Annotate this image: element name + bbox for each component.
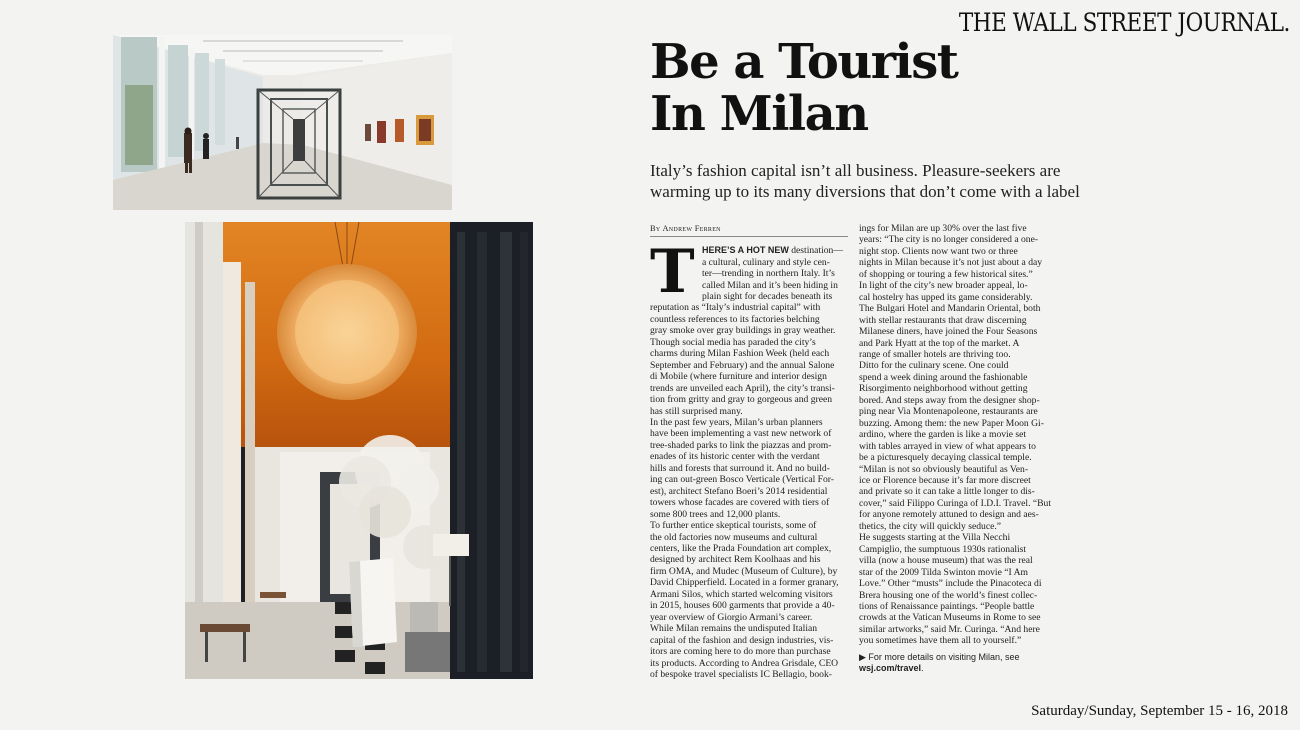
column-line: itors are coming here to do more than purchase: [650, 646, 831, 658]
column-line: villa (now a house museum) that was the real: [859, 555, 1033, 567]
column-line: capital of the fashion and design industries, vis-: [650, 634, 834, 646]
column-line: star of the 2009 Tilda Swinton movie “I Am: [859, 566, 1028, 578]
column-line: hills and forests that surround it. And no build-: [650, 462, 830, 474]
headline-line-1: Be a Tourist: [650, 34, 958, 90]
column-line: for anyone remotely attuned to design and aes-: [859, 509, 1039, 521]
column-line: ings for Milan are up 30% over the last five: [859, 223, 1027, 234]
headline-line-2: In Milan: [650, 86, 868, 142]
column-line: buzzing. Among them: the new Paper Moon Gi-: [859, 417, 1044, 429]
masthead: THE WALL STREET JOURNAL.: [958, 8, 1290, 37]
column-line: est), architect Stefano Boeri’s 2014 residential: [650, 485, 828, 497]
column-line: nights in Milan because it’s not just about a day: [859, 257, 1043, 269]
column-line: in 2015, houses 600 garments that provide a 40-: [650, 600, 835, 612]
column-line: He suggests starting at the Villa Necchi: [859, 532, 1011, 544]
column-line: “Milan is not so obviously beautiful as Ven-: [859, 463, 1029, 475]
column-line: trends are unveiled each April), the city’s transi-: [650, 382, 835, 394]
column-line: designed by architect Rem Koolhaas and his: [650, 554, 821, 566]
column-line: thetics, the city will quickly seduce.”: [859, 520, 1001, 532]
gallery-photo: [113, 35, 452, 210]
column-line: enades of its historic center with the verdant: [650, 451, 820, 463]
column-line: and Park Hyatt at the top of the market. A: [859, 337, 1020, 349]
column-line: ing can out-green Bosco Verticale (Vertical For-: [650, 474, 834, 486]
column-line: In light of the city’s new broader appeal, lo-: [859, 280, 1028, 292]
column-1-body: [650, 302, 848, 680]
dek-line-1: Italy’s fashion capital isn’t all business. Pleasure-seekers are: [650, 161, 1061, 180]
column-line: night stop. Clients now want two or three: [859, 245, 1018, 257]
column-line: year overview of Giorgio Armani’s career.: [650, 611, 813, 623]
column-2-body: [859, 223, 1059, 647]
column-line: and private so it can take a little longer to dis-: [859, 486, 1035, 498]
column-line: with stellar restaurants that draw discerning: [859, 314, 1027, 326]
column-line: some 800 trees and 12,000 plants.: [650, 508, 781, 520]
column-line: centers, like the Prada Foundation art complex,: [650, 542, 832, 554]
column-line: ardino, where the garden is like a movie set: [859, 429, 1027, 441]
column-line: In the past few years, Milan’s urban planners: [650, 416, 823, 428]
hotel-lobby-photo: [185, 222, 533, 679]
column-line: spend a week dining around the fashionable: [859, 371, 1028, 383]
column-line: Love.” Other “musts” include the Pinacoteca di: [859, 578, 1042, 590]
column-line: bored. And steps away from the designer shop-: [859, 394, 1040, 406]
column-line: ping near Via Montenapoleone, restaurants are: [859, 406, 1038, 418]
column-line: cover,” said Filippo Curinga of I.D.I. Travel. “But: [859, 497, 1051, 509]
column-line: ter—trending in northern Italy. It’s: [702, 268, 835, 280]
column-line: reputation as “Italy’s industrial capital” with: [650, 302, 821, 314]
column-line: Brera housing one of the world’s finest collec-: [859, 589, 1038, 601]
article-column-1: [650, 223, 848, 680]
column-line: plain sight for decades beneath its: [702, 291, 833, 303]
article-column-2: [859, 223, 1059, 675]
column-line: the old factories now museums and cultural: [650, 531, 818, 543]
dek-line-2: warming up to its many diversions that don’t come with a label: [650, 182, 1080, 201]
column-line: September and February) and the annual Salone: [650, 359, 835, 371]
column-line: cal hostelry has upped its game considerably.: [859, 291, 1033, 303]
dateline: Saturday/Sunday, September 15 - 16, 2018: [1031, 703, 1288, 719]
column-line: gray smoke over gray buildings in gray weather.: [650, 325, 836, 337]
column-line: The Bulgari Hotel and Mandarin Oriental, both: [859, 303, 1041, 315]
more-info-period: .: [921, 663, 924, 674]
column-line: Ditto for the culinary scene. One could: [859, 360, 1009, 372]
column-line: David Chipperfield. Located in a former granary,: [650, 577, 839, 589]
column-line: firm OMA, and Mudec (Museum of Culture), by: [650, 565, 838, 577]
column-line: a cultural, culinary and style cen-: [702, 256, 830, 268]
more-info-text: ▶ For more details on visiting Milan, see: [859, 651, 1020, 662]
byline: By Andrew Ferren: [650, 223, 848, 237]
travel-link[interactable]: wsj.com/travel: [859, 663, 922, 674]
column-line: crowds at the Vatican Museums in Rome to see: [859, 612, 1041, 624]
column-line: of shopping or touring a few historical sites.”: [859, 268, 1033, 280]
column-line: ice or Florence because it’s far more discreet: [859, 474, 1031, 486]
column-line: destination—: [788, 245, 843, 257]
column-line: Risorgimento neighborhood without getting: [859, 383, 1028, 395]
column-line: be a picturesquely decaying classical temple.: [859, 452, 1032, 464]
more-info-note: [859, 652, 1059, 675]
column-line: similar artworks,” said Mr. Curinga. “And here: [859, 623, 1040, 635]
column-line: of bespoke travel specialists IC Bellagio, book-: [650, 668, 832, 680]
column-line: with tables arrayed in view of what appears to: [859, 440, 1036, 452]
column-line: tree-shaded parks to link the piazzas and prom-: [650, 439, 832, 451]
column-line: you sometimes have them all to yourself.”: [859, 635, 1022, 647]
headline: [650, 36, 957, 140]
column-line: tions of Renaissance paintings. “People battle: [859, 600, 1035, 612]
dek-subheadline: [650, 160, 1120, 202]
column-line: range of smaller hotels are thriving too.: [859, 348, 1011, 360]
column-line: Though social media has paraded the city’s: [650, 336, 816, 348]
column-line: have been implementing a vast new network of: [650, 428, 832, 440]
lead-in: HERE’S A HOT NEW: [702, 245, 789, 256]
column-line: While Milan remains the undisputed Italian: [650, 623, 818, 635]
drop-cap: T: [650, 237, 695, 308]
column-line: Campiglio, the sumptuous 1930s rationalist: [859, 543, 1027, 555]
column-line: Armani Silos, which started welcoming visitors: [650, 588, 833, 600]
column-line: Milanese diners, have joined the Four Seasons: [859, 326, 1038, 338]
column-line: To further entice skeptical tourists, some of: [650, 520, 817, 532]
column-line: years: “The city is no longer considered a one-: [859, 234, 1039, 246]
column-line: has still surprised many.: [650, 405, 743, 417]
column-line: tion from gritty and gray to gorgeous and green: [650, 394, 833, 406]
column-line: di Mobile (where furniture and interior design: [650, 371, 827, 383]
column-line: towers whose facades are covered with tiers of: [650, 497, 830, 509]
column-line: called Milan and it’s been hiding in: [702, 279, 838, 291]
column-line: charms during Milan Fashion Week (held each: [650, 348, 830, 360]
column-line: its products. According to Andrea Grisdale, CEO: [650, 657, 839, 669]
column-line: countless references to its factories belching: [650, 313, 820, 325]
